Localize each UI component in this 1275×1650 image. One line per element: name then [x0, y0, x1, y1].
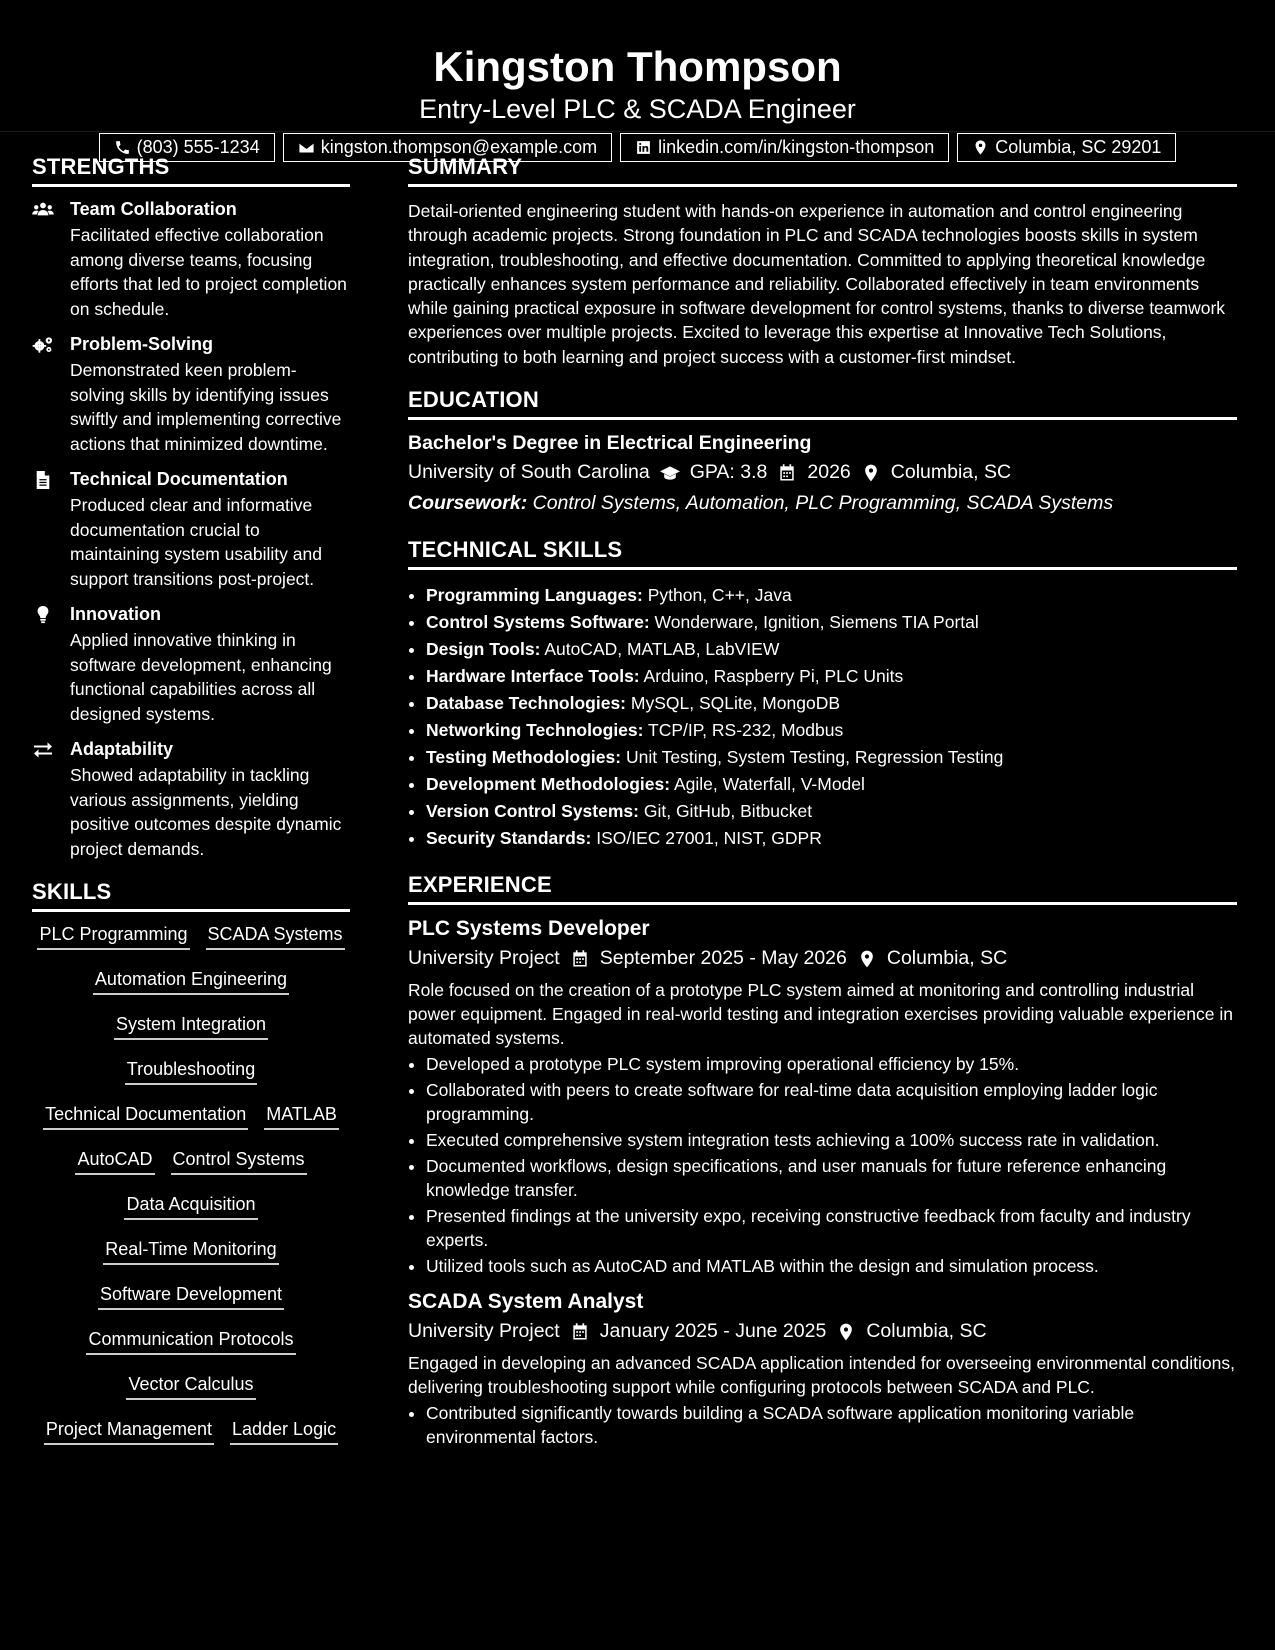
skill-tag-row: [32, 1239, 350, 1284]
exchange-icon: [32, 741, 54, 759]
graduation-cap-icon: [660, 463, 680, 483]
summary-text: Detail-oriented engineering student with hands-on experience in automation and control engineering through academic projects. Strong foundation in PLC and SCADA technologies boosts skills in system integration, troubleshooting, and effective documentation. Committed to applying theoretical knowledge practically enhances system performance and reliability. Collaborated effectively in team environments while gaining practical exposure in software development for control systems, thanks to diverse teamwork experiences over multiple projects. Excited to leverage this expertise at Innovative Tech Solutions, contributing to both learning and project success with a customer-first mindset.: [408, 201, 1226, 367]
job-bullet: • Collaborated with peers to create software for real-time data acquisition employing ladder logic programming.: [426, 1078, 1237, 1126]
skill-tag-row: [32, 1419, 350, 1464]
experience-list: [408, 917, 1237, 1449]
skill-tag-row: [32, 1149, 350, 1194]
job-bullet: • Documented workflows, design specifications, and user manuals for future reference enhancing knowledge transfer.: [426, 1154, 1237, 1202]
technical-skill-label: Networking Technologies:: [426, 720, 644, 741]
calendar-icon: [570, 949, 590, 969]
skill-tag-row: [32, 1104, 350, 1149]
strength-desc: Showed adaptability in tackling various assignments, yielding positive outcomes despite dynamic project demands.: [70, 765, 342, 859]
technical-skill-label: Development Methodologies:: [426, 774, 671, 795]
skill-tag-row: [32, 1284, 350, 1329]
skill-tag: Communication Protocols: [86, 1329, 295, 1355]
coursework: [408, 492, 1237, 515]
skill-tag-row: [32, 924, 350, 969]
left-column: [32, 154, 350, 1464]
linkedin-text: linkedin.com/in/kingston-thompson: [658, 137, 935, 158]
technical-skill-value: Python, C++, Java: [647, 585, 792, 606]
lightbulb-icon: [32, 606, 54, 624]
skill-tag: Ladder Logic: [230, 1419, 338, 1445]
skill-tag: PLC Programming: [37, 924, 189, 950]
technical-skill-label: Design Tools:: [426, 639, 541, 660]
technical-skill-item: [426, 717, 1237, 744]
skill-tag: Control Systems: [171, 1149, 307, 1175]
strength-item: [32, 199, 350, 321]
technical-skill-value: Wonderware, Ignition, Siemens TIA Portal: [654, 612, 979, 633]
strength-title: Adaptability: [70, 739, 174, 759]
skill-tag-row: [32, 1329, 350, 1374]
degree-title: Bachelor's Degree in Electrical Engineering: [408, 432, 812, 455]
technical-skill-label: Programming Languages:: [426, 585, 643, 606]
job-bullet: • Presented findings at the university expo, receiving constructive feedback from faculty and industry experts.: [426, 1204, 1237, 1252]
technical-skill-value: TCP/IP, RS-232, Modbus: [648, 720, 844, 741]
skill-tag: Technical Documentation: [43, 1104, 248, 1130]
candidate-name: Kingston Thompson: [433, 43, 842, 90]
job-meta: [408, 1320, 1237, 1343]
technical-skill-label: Hardware Interface Tools:: [426, 666, 640, 687]
job-dates: September 2025 - May 2026: [599, 947, 847, 970]
technical-skill-label: Control Systems Software:: [426, 612, 650, 633]
technical-skill-label: Testing Methodologies:: [426, 747, 622, 768]
location-text: Columbia, SC 29201: [995, 137, 1162, 158]
coursework-list: Control Systems, Automation, PLC Programming, SCADA Systems: [532, 492, 1114, 515]
map-pin-icon: [861, 463, 881, 483]
skill-tag: AutoCAD: [75, 1149, 154, 1175]
technical-skill-item: [426, 798, 1237, 825]
skills-heading: SKILLS: [32, 879, 350, 912]
email-text: kingston.thompson@example.com: [320, 137, 598, 158]
map-pin-icon: [857, 949, 877, 969]
job-location: Columbia, SC: [866, 1320, 987, 1343]
job-bullets: [408, 1401, 1237, 1449]
technical-skill-value: Git, GitHub, Bitbucket: [643, 801, 813, 822]
coursework-label: Coursework:: [408, 492, 528, 515]
technical-skill-value: Arduino, Raspberry Pi, PLC Units: [643, 666, 904, 687]
job-entry: [408, 917, 1237, 1278]
technical-skill-item: [426, 609, 1237, 636]
job-title: SCADA System Analyst: [408, 1290, 644, 1314]
gpa-value: GPA: 3.8: [689, 461, 768, 484]
map-pin-icon: [836, 1322, 856, 1342]
skill-tag: Data Acquisition: [124, 1194, 257, 1220]
strength-desc: Produced clear and informative documentation crucial to maintaining system usability and support transitions post-project.: [70, 495, 322, 589]
strength-item: [32, 469, 350, 591]
resume-header: [0, 0, 1275, 158]
skill-tag: Real-Time Monitoring: [103, 1239, 278, 1265]
job-title: PLC Systems Developer: [408, 917, 650, 941]
skill-tag: Software Development: [98, 1284, 284, 1310]
technical-skill-item: [426, 636, 1237, 663]
phone-text: (803) 555-1234: [136, 137, 260, 158]
skill-tag: SCADA Systems: [206, 924, 345, 950]
job-entry: [408, 1290, 1237, 1449]
experience-heading: EXPERIENCE: [408, 872, 1237, 905]
job-bullet: • Developed a prototype PLC system improving operational efficiency by 15%.: [426, 1052, 1237, 1076]
job-dates: January 2025 - June 2025: [599, 1320, 827, 1343]
strength-desc: Applied innovative thinking in software development, enhancing functional capabilities across all designed systems.: [70, 630, 332, 724]
skill-tag: Project Management: [44, 1419, 214, 1445]
strength-title: Team Collaboration: [70, 199, 237, 219]
calendar-icon: [570, 1322, 590, 1342]
skill-tag: MATLAB: [264, 1104, 339, 1130]
strength-desc: Facilitated effective collaboration among diverse teams, focusing efforts that led to project completion on schedule.: [70, 225, 347, 319]
right-column: [408, 154, 1237, 1464]
skill-tag: Automation Engineering: [93, 969, 289, 995]
skill-tag-row: [32, 969, 350, 1014]
gears-icon: [32, 336, 54, 354]
technical-skill-item: [426, 582, 1237, 609]
technical-skills-list: [408, 582, 1237, 852]
skill-tag: System Integration: [114, 1014, 268, 1040]
job-org: University Project: [408, 1320, 560, 1343]
calendar-icon: [777, 463, 797, 483]
strengths-heading: STRENGTHS: [32, 154, 350, 187]
job-meta: [408, 947, 1237, 970]
strength-title: Innovation: [70, 604, 161, 624]
technical-skill-label: Database Technologies:: [426, 693, 627, 714]
job-description: Engaged in developing an advanced SCADA application intended for overseeing environmental conditions, delivering troubleshooting support while configuring protocols between SCADA and PLC.: [408, 1353, 1235, 1398]
skill-tags: [32, 924, 350, 1464]
job-bullets: [408, 1052, 1237, 1278]
technical-skills-heading: TECHNICAL SKILLS: [408, 537, 1237, 570]
job-bullet: • Utilized tools such as AutoCAD and MATLAB within the design and simulation process.: [426, 1254, 1237, 1278]
school-location: Columbia, SC: [890, 461, 1012, 484]
education-meta: [408, 461, 1237, 484]
summary-heading: SUMMARY: [408, 154, 1237, 187]
skill-tag-row: [32, 1374, 350, 1419]
technical-skill-item: [426, 825, 1237, 852]
school-name: University of South Carolina: [408, 461, 650, 484]
technical-skill-item: [426, 744, 1237, 771]
technical-skill-item: [426, 663, 1237, 690]
technical-skill-value: AutoCAD, MATLAB, LabVIEW: [544, 639, 780, 660]
technical-skill-label: Security Standards:: [426, 828, 592, 849]
technical-skill-value: Agile, Waterfall, V-Model: [673, 774, 865, 795]
strength-item: [32, 334, 350, 456]
document-icon: [32, 471, 54, 489]
job-bullet: • Contributed significantly towards building a SCADA software application monitoring variable environmental factors.: [426, 1401, 1237, 1449]
job-location: Columbia, SC: [886, 947, 1008, 970]
strength-desc: Demonstrated keen problem-solving skills by identifying issues swiftly and implementing corrective actions that minimized downtime.: [70, 360, 342, 454]
technical-skill-value: ISO/IEC 27001, NIST, GDPR: [596, 828, 822, 849]
job-description: Role focused on the creation of a prototype PLC system aimed at monitoring and controlling industrial power equipment. Engaged in real-world testing and integration exercises providing valuable experience in automated systems.: [408, 980, 1233, 1049]
graduation-year: 2026: [807, 461, 851, 484]
users-icon: [32, 201, 54, 219]
technical-skill-value: MySQL, SQLite, MongoDB: [630, 693, 841, 714]
technical-skill-label: Version Control Systems:: [426, 801, 639, 822]
skills-section: [32, 879, 350, 1464]
skill-tag: Troubleshooting: [125, 1059, 257, 1085]
education-heading: EDUCATION: [408, 387, 1237, 420]
skill-tag-row: [32, 1194, 350, 1239]
strength-title: Problem-Solving: [70, 334, 214, 354]
strength-item: [32, 739, 350, 861]
candidate-title: Entry-Level PLC & SCADA Engineer: [419, 94, 856, 125]
skill-tag: Vector Calculus: [126, 1374, 255, 1400]
skill-tag-row: [32, 1014, 350, 1059]
job-bullet: • Executed comprehensive system integration tests achieving a 100% success rate in validation.: [426, 1128, 1237, 1152]
technical-skill-item: [426, 690, 1237, 717]
strength-item: [32, 604, 350, 726]
skill-tag-row: [32, 1059, 350, 1104]
technical-skill-item: [426, 771, 1237, 798]
technical-skill-value: Unit Testing, System Testing, Regression Testing: [625, 747, 1004, 768]
strength-title: Technical Documentation: [70, 469, 288, 489]
job-org: University Project: [408, 947, 560, 970]
